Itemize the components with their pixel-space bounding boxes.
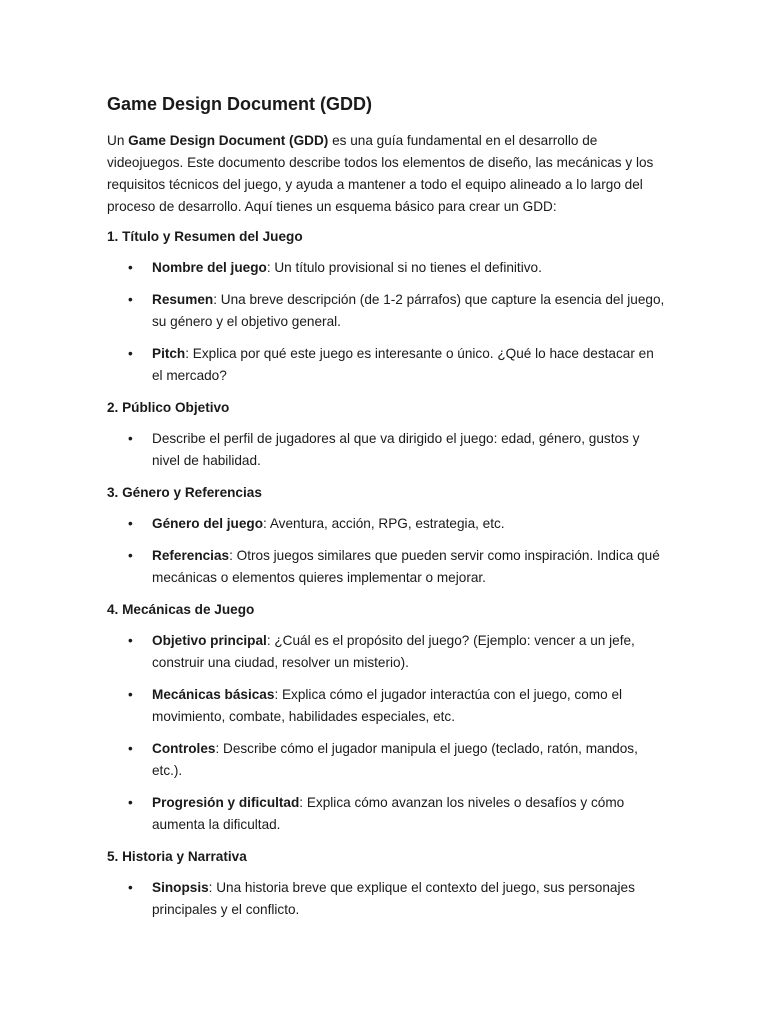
document-page <box>107 92 667 931</box>
item-label: Sinopsis <box>152 880 209 895</box>
section-list-5 <box>107 877 667 921</box>
bullet-icon: • <box>128 516 133 531</box>
bullet-icon: • <box>128 880 133 895</box>
document-title: Game Design Document (GDD) <box>107 94 373 114</box>
item-text: : Aventura, acción, RPG, estrategia, etc. <box>263 516 505 531</box>
bullet-icon: • <box>128 346 133 361</box>
item-text: : Describe cómo el jugador manipula el juego (teclado, ratón, mandos, etc.). <box>152 741 638 778</box>
section-heading-1: 1. Título y Resumen del Juego <box>107 229 303 244</box>
item-label: Progresión y dificultad <box>152 795 300 810</box>
item-label: Controles <box>152 741 216 756</box>
bullet-icon: • <box>128 795 133 810</box>
list-item <box>107 792 667 836</box>
item-text: : Un título provisional si no tienes el definitivo. <box>266 260 542 275</box>
list-item <box>107 684 667 728</box>
section-heading-4: 4. Mecánicas de Juego <box>107 602 255 617</box>
item-text: : Explica por qué este juego es interesante o único. ¿Qué lo hace destacar en el mercado? <box>152 346 654 383</box>
item-label: Género del juego <box>152 516 264 531</box>
item-text: Describe el perfil de jugadores al que va dirigido el juego: edad, género, gustos y nivel de habilidad. <box>152 431 640 468</box>
list-item <box>107 343 667 387</box>
intro-prefix: Un <box>107 133 129 148</box>
bullet-icon: • <box>128 687 133 702</box>
section-list-2 <box>107 428 667 472</box>
section-heading-5: 5. Historia y Narrativa <box>107 849 247 864</box>
bullet-icon: • <box>128 548 133 563</box>
list-item <box>107 513 667 535</box>
section-heading-2: 2. Público Objetivo <box>107 400 230 415</box>
section-list-3 <box>107 513 667 589</box>
intro-bold-term: Game Design Document (GDD) <box>128 133 329 148</box>
item-label: Nombre del juego <box>152 260 267 275</box>
item-text: : Explica cómo avanzan los niveles o desafíos y cómo aumenta la dificultad. <box>152 795 625 832</box>
item-label: Objetivo principal <box>152 633 267 648</box>
list-item <box>107 428 667 472</box>
list-item <box>107 289 667 333</box>
bullet-icon: • <box>128 431 133 446</box>
item-text: : Una historia breve que explique el contexto del juego, sus personajes principales y el conflicto. <box>152 880 635 917</box>
list-item <box>107 738 667 782</box>
bullet-icon: • <box>128 292 133 307</box>
intro-paragraph <box>107 130 667 218</box>
list-item <box>107 630 667 674</box>
section-heading-3: 3. Género y Referencias <box>107 485 262 500</box>
bullet-icon: • <box>128 741 133 756</box>
item-text: : Una breve descripción (de 1-2 párrafos) que capture la esencia del juego, su género y el objetivo general. <box>152 292 665 329</box>
list-item <box>107 257 667 279</box>
list-item <box>107 877 667 921</box>
section-list-4 <box>107 630 667 836</box>
section-list-1 <box>107 257 667 387</box>
item-label: Mecánicas básicas <box>152 687 275 702</box>
list-item <box>107 545 667 589</box>
item-text: : Otros juegos similares que pueden servir como inspiración. Indica qué mecánicas o elementos quieres implementar o mejorar. <box>152 548 660 585</box>
bullet-icon: • <box>128 260 133 275</box>
bullet-icon: • <box>128 633 133 648</box>
intro-rest: es una guía fundamental en el desarrollo de videojuegos. Este documento describe todos los elementos de diseño, las mecánicas y los requisitos técnicos del juego, y ayuda a mantener a todo el equipo alineado a lo largo del proceso de desarrollo. Aquí tienes un esquema básico para crear un GDD: <box>107 133 654 214</box>
item-text: : ¿Cuál es el propósito del juego? (Ejemplo: vencer a un jefe, construir una ciudad, resolver un misterio). <box>152 633 635 670</box>
item-text: : Explica cómo el jugador interactúa con el juego, como el movimiento, combate, habilidades especiales, etc. <box>152 687 623 724</box>
item-label: Pitch <box>152 346 186 361</box>
item-label: Referencias <box>152 548 230 563</box>
item-label: Resumen <box>152 292 214 307</box>
